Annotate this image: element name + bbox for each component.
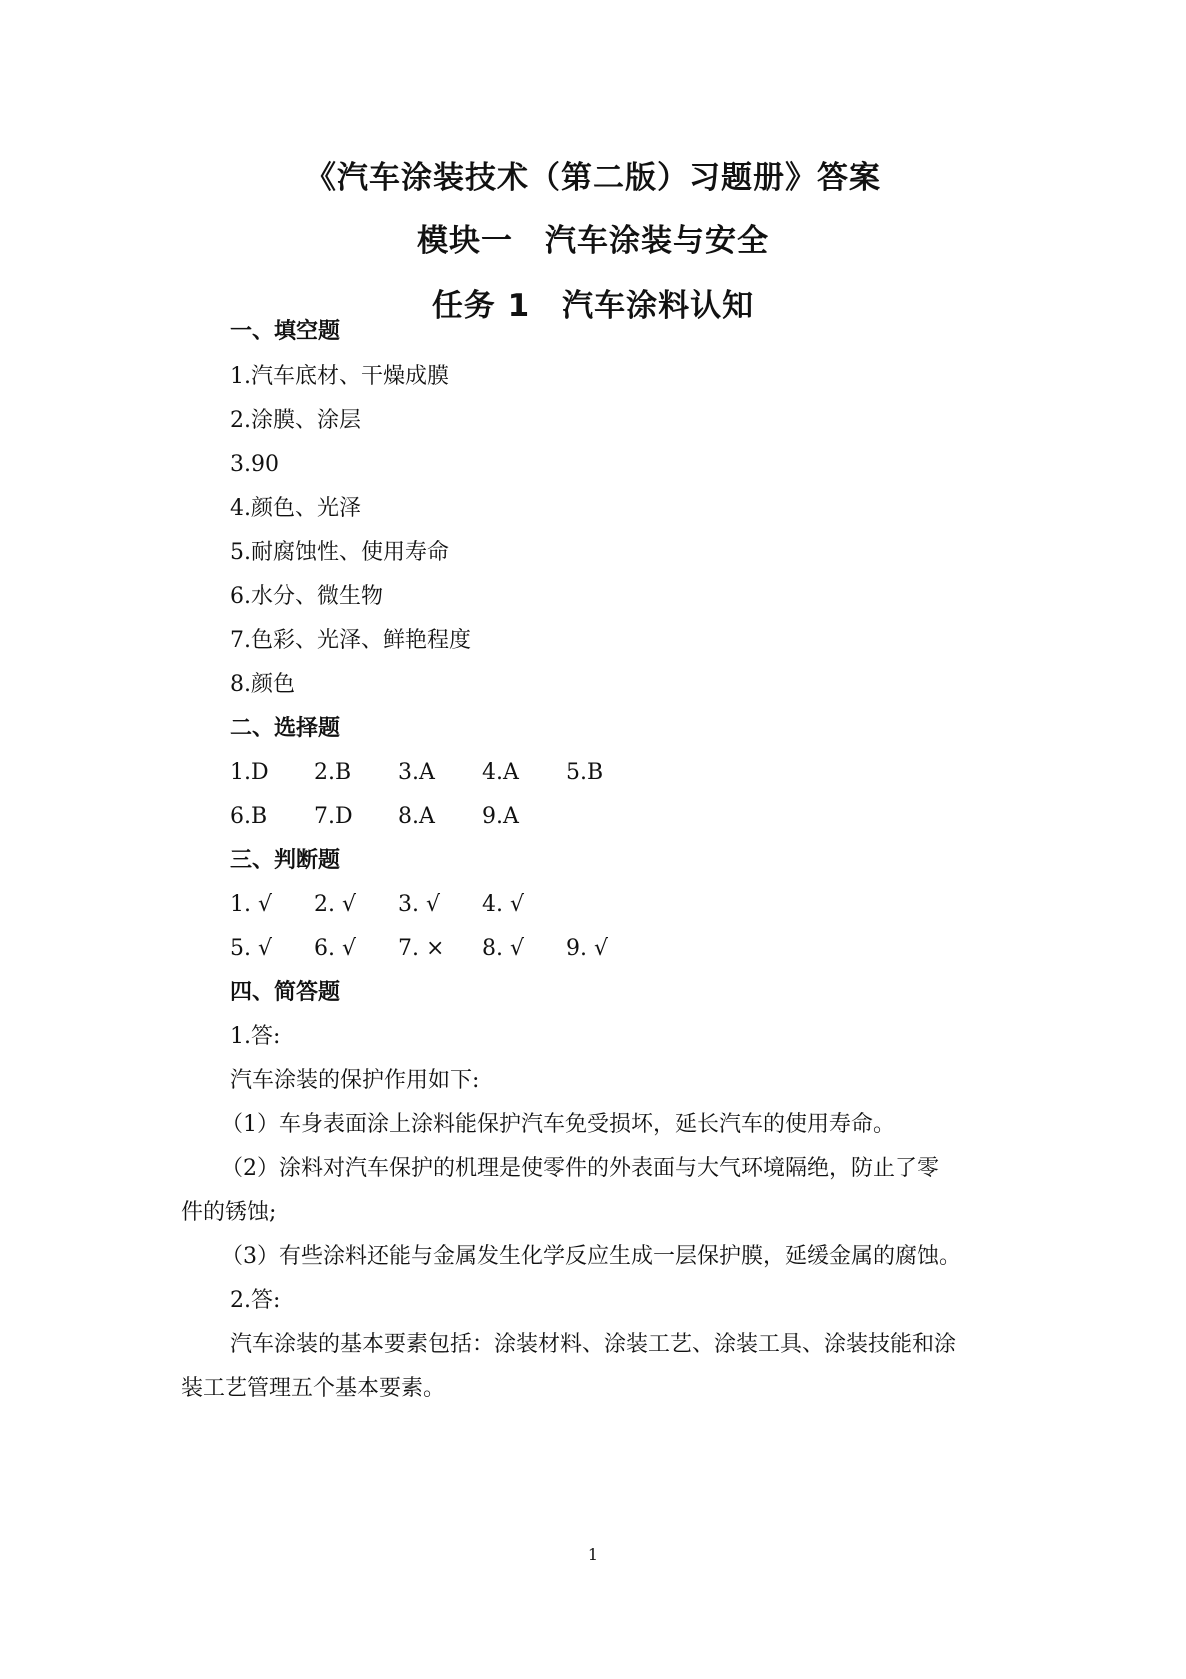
module-title: 模块一 汽车涂装与安全: [417, 223, 769, 259]
judge-answer: 7. ×: [398, 936, 445, 961]
choice-answer: 4.A: [482, 760, 519, 785]
judge-answer: 1. √: [230, 892, 273, 917]
fill-answer-4: 4.颜色、光泽: [230, 496, 361, 521]
judge-answer: 3. √: [398, 892, 441, 917]
short-answer-1-label: 1.答:: [230, 1024, 281, 1049]
judge-answer: 9. √: [566, 936, 609, 961]
fill-answer-2: 2.涂膜、涂层: [230, 408, 361, 433]
section-heading-short-answer: 四、简答题: [230, 980, 341, 1005]
fill-answer-5: 5.耐腐蚀性、使用寿命: [230, 540, 449, 565]
page-number: 1: [587, 1545, 599, 1564]
short-answer-1-point-3: （3）有些涂料还能与金属发生化学反应生成一层保护膜，延缓金属的腐蚀。: [221, 1244, 961, 1269]
short-answer-1-point-2-cont: 件的锈蚀;: [181, 1200, 277, 1225]
fill-answer-7: 7.色彩、光泽、鲜艳程度: [230, 628, 471, 653]
short-answer-1-point-2: （2）涂料对汽车保护的机理是使零件的外表面与大气环境隔绝，防止了零: [221, 1156, 939, 1181]
choice-answer: 6.B: [230, 804, 268, 829]
judge-answer: 4. √: [482, 892, 525, 917]
section-heading-judgment: 三、判断题: [230, 848, 341, 873]
choice-answer: 3.A: [398, 760, 435, 785]
short-answer-2-label: 2.答:: [230, 1288, 281, 1313]
short-answer-1-point-1: （1）车身表面涂上涂料能保护汽车免受损坏，延长汽车的使用寿命。: [221, 1112, 895, 1137]
task-title: 任务 1 汽车涂料认知: [431, 288, 755, 324]
choice-answer: 8.A: [398, 804, 435, 829]
fill-answer-6: 6.水分、微生物: [230, 584, 383, 609]
document-title: 《汽车涂装技术（第二版）习题册》答案: [305, 160, 881, 196]
section-heading-choice: 二、选择题: [230, 716, 341, 741]
fill-answer-8: 8.颜色: [230, 672, 295, 697]
short-answer-1-intro: 汽车涂装的保护作用如下:: [230, 1068, 480, 1093]
judge-answer: 5. √: [230, 936, 273, 961]
choice-answer: 1.D: [230, 760, 269, 785]
short-answer-2-text-cont: 装工艺管理五个基本要素。: [181, 1376, 446, 1401]
fill-answer-3: 3.90: [230, 452, 279, 477]
choice-answer: 7.D: [314, 804, 353, 829]
short-answer-2-text: 汽车涂装的基本要素包括：涂装材料、涂装工艺、涂装工具、涂装技能和涂: [230, 1332, 957, 1357]
choice-answer: 9.A: [482, 804, 519, 829]
fill-answer-1: 1.汽车底材、干燥成膜: [230, 364, 449, 389]
judge-answer: 2. √: [314, 892, 357, 917]
section-heading-fill-in: 一、填空题: [230, 319, 341, 344]
choice-answer: 5.B: [566, 760, 604, 785]
judge-answer: 8. √: [482, 936, 525, 961]
judge-answer: 6. √: [314, 936, 357, 961]
choice-answer: 2.B: [314, 760, 352, 785]
